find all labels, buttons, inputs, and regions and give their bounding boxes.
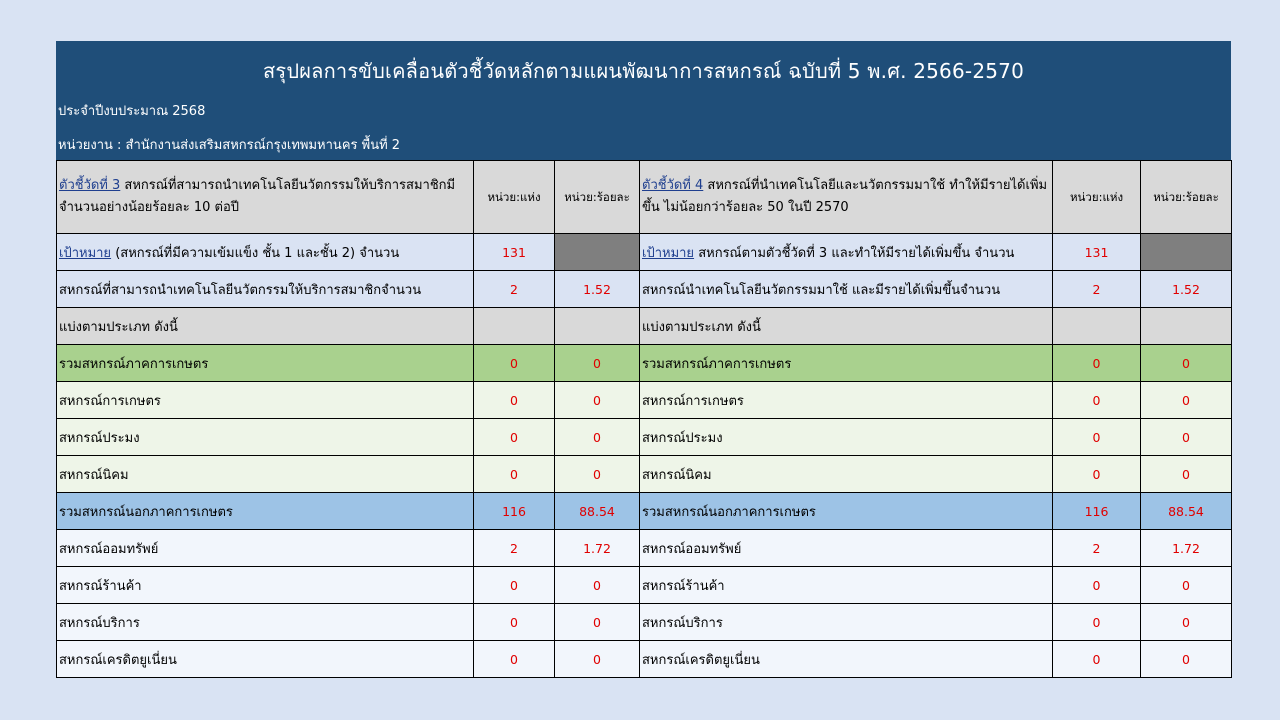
row-percent-right: 0 [1141, 641, 1232, 678]
row-label: สหกรณ์ประมง [57, 419, 474, 456]
row-label-right: รวมสหกรณ์นอกภาคการเกษตร [640, 493, 1053, 530]
target-link-right[interactable]: เป้าหมาย [642, 245, 695, 261]
unit-percent-header-right: หน่วย:ร้อยละ [1141, 161, 1232, 234]
indicator-3-text: สหกรณ์ที่สามารถนำเทคโนโลยีนวัตกรรมให้บริการสมาชิกมีจำนวนอย่างน้อยร้อยละ 10 ต่อปี [59, 178, 456, 215]
row-count-right: 2 [1053, 530, 1141, 567]
row-percent-right: 0 [1141, 456, 1232, 493]
row-label-right: สหกรณ์ร้านค้า [640, 567, 1053, 604]
row-percent-right: 0 [1141, 419, 1232, 456]
row-percent: 0 [555, 419, 640, 456]
group-blank-4 [1141, 308, 1232, 345]
result-label: สหกรณ์ที่สามารถนำเทคโนโลยีนวัตกรรมให้บริการสมาชิกจำนวน [57, 271, 474, 308]
row-label: รวมสหกรณ์ภาคการเกษตร [57, 345, 474, 382]
table-row [57, 419, 1232, 456]
indicator-header-row [57, 161, 1232, 234]
table-row [57, 567, 1232, 604]
row-count: 0 [474, 641, 555, 678]
row-percent: 0 [555, 345, 640, 382]
table-row [57, 641, 1232, 678]
table-row-nonagri-total [57, 493, 1232, 530]
result-count: 2 [474, 271, 555, 308]
row-label: สหกรณ์ร้านค้า [57, 567, 474, 604]
table-row [57, 530, 1232, 567]
target-count-right: 131 [1053, 234, 1141, 271]
row-percent-right: 0 [1141, 604, 1232, 641]
report-title: สรุปผลการขับเคลื่อนตัวชี้วัดหลักตามแผนพัฒนาการสหกรณ์ ฉบับที่ 5 พ.ศ. 2566-2570 [262, 59, 1025, 83]
indicator-4-text: สหกรณ์ที่นำเทคโนโลยีและนวัตกรรมมาใช้ ทำให้มีรายได้เพิ่มขึ้น ไม่น้อยกว่าร้อยละ 50 ในปี 2570 [642, 178, 1048, 215]
table-row [57, 604, 1232, 641]
row-count: 2 [474, 530, 555, 567]
row-label: สหกรณ์การเกษตร [57, 382, 474, 419]
row-count-right: 116 [1053, 493, 1141, 530]
group-blank-2 [555, 308, 640, 345]
indicator-4-link[interactable]: ตัวชี้วัดที่ 4 [642, 178, 704, 193]
group-blank-1 [474, 308, 555, 345]
result-percent: 1.52 [555, 271, 640, 308]
result-percent-right: 1.52 [1141, 271, 1232, 308]
row-label-right: สหกรณ์นิคม [640, 456, 1053, 493]
row-percent-right: 1.72 [1141, 530, 1232, 567]
group-label-right: แบ่งตามประเภท ดังนี้ [640, 308, 1053, 345]
row-percent-right: 88.54 [1141, 493, 1232, 530]
row-percent: 0 [555, 567, 640, 604]
group-label: แบ่งตามประเภท ดังนี้ [57, 308, 474, 345]
agency-name: หน่วยงาน : สำนักงานส่งเสริมสหกรณ์กรุงเทพมหานคร พื้นที่ 2 [58, 138, 401, 153]
indicator-3-link[interactable]: ตัวชี้วัดที่ 3 [59, 178, 121, 193]
target-row [57, 234, 1232, 271]
target-cell-right [640, 234, 1053, 271]
row-count: 0 [474, 345, 555, 382]
target-percent-blank-right [1141, 234, 1232, 271]
row-label: สหกรณ์ออมทรัพย์ [57, 530, 474, 567]
row-count-right: 0 [1053, 604, 1141, 641]
indicator-3-cell [57, 161, 474, 234]
row-count: 0 [474, 567, 555, 604]
group-row [57, 308, 1232, 345]
row-count-right: 0 [1053, 567, 1141, 604]
row-label-right: รวมสหกรณ์ภาคการเกษตร [640, 345, 1053, 382]
row-label-right: สหกรณ์ออมทรัพย์ [640, 530, 1053, 567]
row-count-right: 0 [1053, 382, 1141, 419]
unit-count-header-right: หน่วย:แห่ง [1053, 161, 1141, 234]
row-count: 0 [474, 604, 555, 641]
row-count: 0 [474, 382, 555, 419]
row-percent: 0 [555, 641, 640, 678]
group-blank-3 [1053, 308, 1141, 345]
indicator-table [56, 160, 1232, 678]
row-label-right: สหกรณ์การเกษตร [640, 382, 1053, 419]
unit-percent-header: หน่วย:ร้อยละ [555, 161, 640, 234]
row-count: 0 [474, 419, 555, 456]
table-row-agri-total [57, 345, 1232, 382]
row-label-right: สหกรณ์บริการ [640, 604, 1053, 641]
row-percent: 1.72 [555, 530, 640, 567]
row-count: 0 [474, 456, 555, 493]
target-percent-blank [555, 234, 640, 271]
result-row [57, 271, 1232, 308]
row-percent-right: 0 [1141, 567, 1232, 604]
row-percent-right: 0 [1141, 382, 1232, 419]
report-sheet [56, 41, 1231, 678]
row-label: สหกรณ์บริการ [57, 604, 474, 641]
row-count-right: 0 [1053, 641, 1141, 678]
indicator-4-cell [640, 161, 1053, 234]
row-count-right: 0 [1053, 456, 1141, 493]
table-row [57, 382, 1232, 419]
target-text: (สหกรณ์ที่มีความเข้มแข็ง ชั้น 1 และชั้น 2) จำนวน [111, 245, 400, 261]
fiscal-year: ประจำปีงบประมาณ 2568 [58, 104, 206, 119]
row-label-right: สหกรณ์ประมง [640, 419, 1053, 456]
target-link[interactable]: เป้าหมาย [59, 245, 112, 261]
target-text-right: สหกรณ์ตามตัวชี้วัดที่ 3 และทำให้มีรายได้เพิ่มขึ้น จำนวน [694, 245, 1015, 261]
row-label: สหกรณ์เครดิตยูเนี่ยน [57, 641, 474, 678]
result-count-right: 2 [1053, 271, 1141, 308]
target-count: 131 [474, 234, 555, 271]
row-count-right: 0 [1053, 419, 1141, 456]
row-percent: 0 [555, 382, 640, 419]
target-cell [57, 234, 474, 271]
row-label: สหกรณ์นิคม [57, 456, 474, 493]
row-count-right: 0 [1053, 345, 1141, 382]
row-percent-right: 0 [1141, 345, 1232, 382]
row-label: รวมสหกรณ์นอกภาคการเกษตร [57, 493, 474, 530]
unit-count-header: หน่วย:แห่ง [474, 161, 555, 234]
row-percent: 0 [555, 604, 640, 641]
row-percent: 88.54 [555, 493, 640, 530]
report-banner [56, 41, 1231, 160]
table-row [57, 456, 1232, 493]
row-percent: 0 [555, 456, 640, 493]
row-label-right: สหกรณ์เครดิตยูเนี่ยน [640, 641, 1053, 678]
result-label-right: สหกรณ์นำเทคโนโลยีนวัตกรรมมาใช้ และมีรายได้เพิ่มขึ้นจำนวน [640, 271, 1053, 308]
row-count: 116 [474, 493, 555, 530]
